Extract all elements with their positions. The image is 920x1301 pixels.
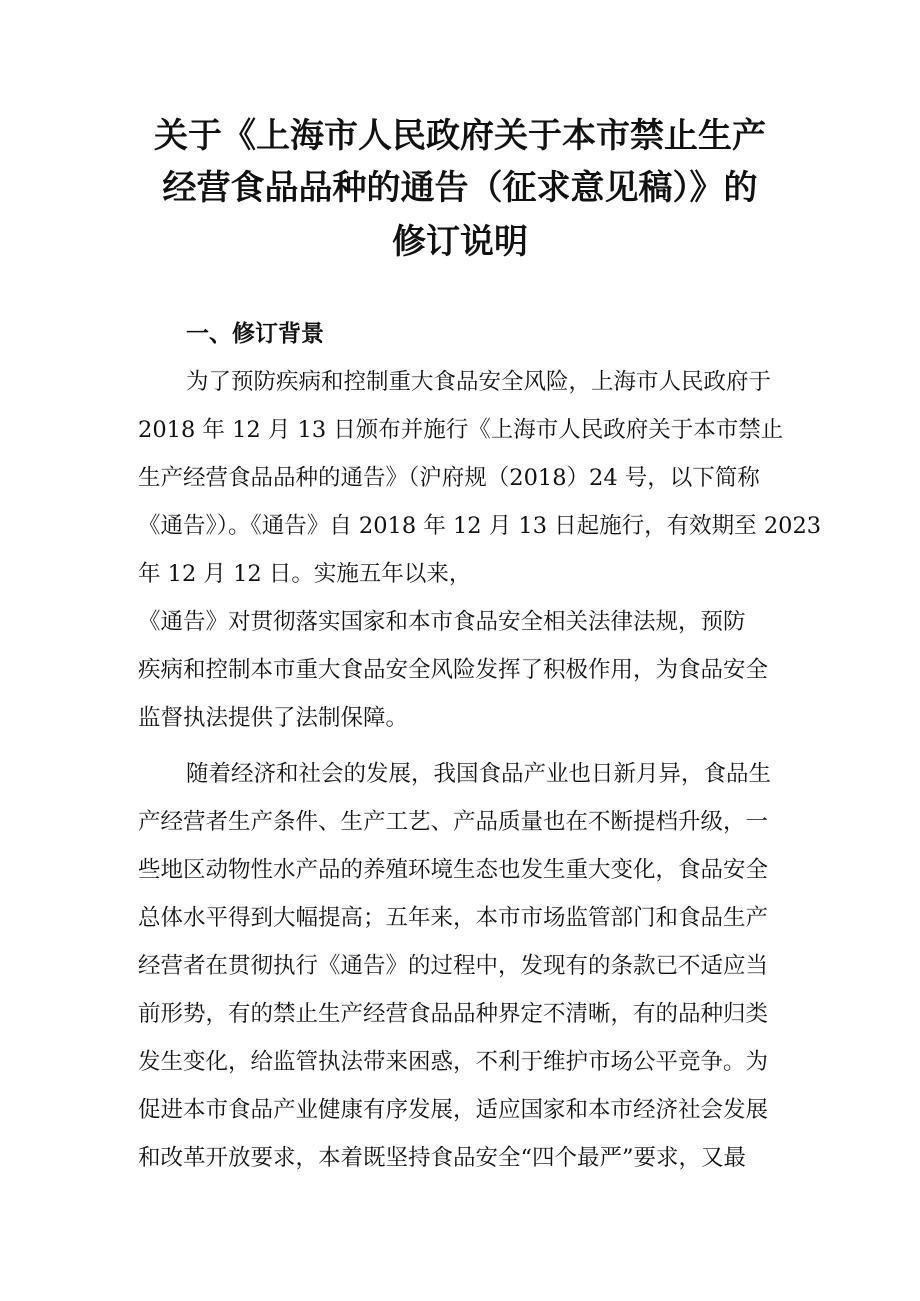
paragraph-1-line: 生产经营食品品种的通告》（沪府规（2018）24 号，以下简称: [138, 465, 760, 491]
paragraph-2-line: 促进本市食品产业健康有序发展，适应国家和本市经济社会发展: [138, 1097, 769, 1123]
paragraph-1-line: 疾病和控制本市重大食品安全风险发挥了积极作用，为食品安全: [138, 657, 769, 683]
paragraph-1-line: 《通告》对贯彻落实国家和本市食品安全相关法律法规，预防: [138, 609, 746, 635]
paragraph-1-line: 为了预防疾病和控制重大食品安全风险，上海市人民政府于: [186, 369, 772, 395]
document-title-line-1: 关于《上海市人民政府关于本市禁止生产: [154, 116, 766, 156]
paragraph-1-line: 监督执法提供了法制保障。: [138, 705, 409, 731]
paragraph-2-line: 总体水平得到大幅提高；五年来，本市市场监管部门和食品生产: [138, 905, 769, 931]
paragraph-2-line: 经营者在贯彻执行《通告》的过程中，发现有的条款已不适应当: [138, 953, 769, 979]
paragraph-1-line: 2018 年 12 月 13 日颁布并施行《上海市人民政府关于本市禁止: [138, 417, 784, 443]
paragraph-2-line: 前形势，有的禁止生产经营食品品种界定不清晰，有的品种归类: [138, 1001, 769, 1027]
paragraph-1-line: 《通告》）。《通告》自 2018 年 12 月 13 日起施行，有效期至 2023: [138, 513, 822, 539]
paragraph-2-line: 随着经济和社会的发展，我国食品产业也日新月异，食品生: [186, 761, 772, 787]
paragraph-2-line: 些地区动物性水产品的养殖环境生态也发生重大变化，食品安全: [138, 857, 769, 883]
document-title-line-2: 经营食品品种的通告（征求意见稿）》的: [162, 168, 758, 208]
paragraph-2-line: 产经营者生产条件、生产工艺、产品质量也在不断提档升级，一: [138, 809, 769, 835]
section-heading: 一、修订背景: [186, 321, 324, 347]
paragraph-1-line: 年 12 月 12 日。实施五年以来，: [138, 561, 472, 587]
document-title-line-3: 修订说明: [392, 222, 528, 262]
paragraph-2-line: 发生变化，给监管执法带来困惑，不利于维护市场公平竞争。为: [138, 1049, 769, 1075]
paragraph-2-line: 和改革开放要求，本着既坚持食品安全“四个最严”要求，又最: [138, 1145, 747, 1171]
